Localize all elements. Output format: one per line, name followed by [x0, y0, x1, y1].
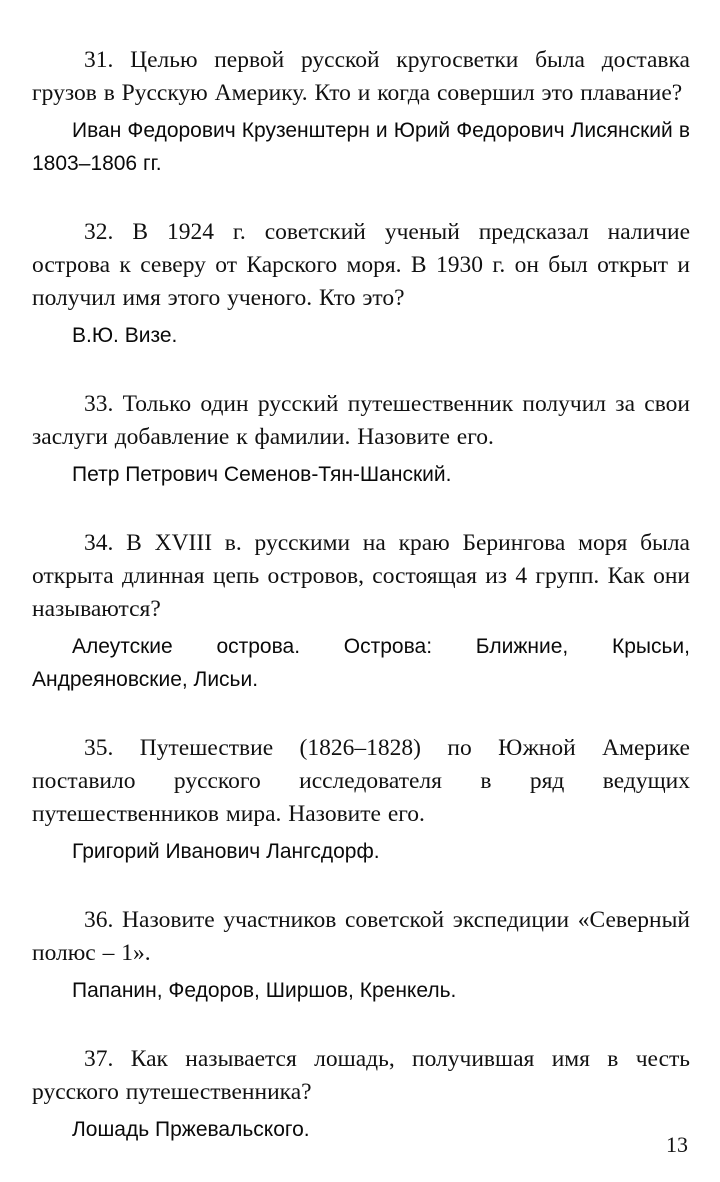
answer-35: Григорий Иванович Лангсдорф. [72, 840, 380, 863]
qa-item-32 [32, 216, 690, 352]
qa-item-31 [32, 44, 690, 180]
answer-36: Папанин, Федоров, Ширшов, Кренкель. [72, 979, 457, 1002]
answer-32: В.Ю. Визе. [72, 324, 178, 347]
question-32: 32. В 1924 г. советский ученый предсказал наличие острова к северу от Карского моря. В 1930 г. он был открыт и получил имя этого ученого. Кто это? [32, 219, 690, 311]
question-37: 37. Как называется лошадь, получившая имя в честь русского путешественника? [32, 1046, 690, 1105]
answer-34: Алеутские острова. Острова: Ближние, Крысьи, Андреяновские, Лисьи. [32, 635, 690, 691]
qa-item-34 [32, 527, 690, 696]
answer-33: Петр Петрович Семенов-Тян-Шанский. [72, 463, 452, 486]
qa-item-33 [32, 388, 690, 491]
answer-37: Лошадь Пржевальского. [72, 1118, 310, 1141]
qa-item-35 [32, 732, 690, 868]
answer-31: Иван Федорович Крузенштерн и Юрий Федорович Лисянский в 1803–1806 гг. [32, 119, 690, 175]
page-number: 13 [666, 1132, 688, 1157]
question-33: 33. Только один русский путешественник получил за свои заслуги добавление к фамилии. Назовите его. [32, 391, 690, 450]
question-34: 34. В XVIII в. русскими на краю Берингова моря была открыта длинная цепь островов, состоящая из 4 групп. Как они называются? [32, 530, 690, 622]
question-31: 31. Целью первой русской кругосветки была доставка грузов в Русскую Америку. Кто и когда совершил это плавание? [32, 47, 690, 106]
question-35: 35. Путешествие (1826–1828) по Южной Америке поставило русского исследователя в ряд ведущих путешественников мира. Назовите его. [32, 735, 690, 827]
qa-item-36 [32, 904, 690, 1007]
question-36: 36. Назовите участников советской экспедиции «Северный полюс – 1». [32, 907, 690, 966]
qa-item-37 [32, 1043, 690, 1146]
page-body [32, 44, 690, 1182]
